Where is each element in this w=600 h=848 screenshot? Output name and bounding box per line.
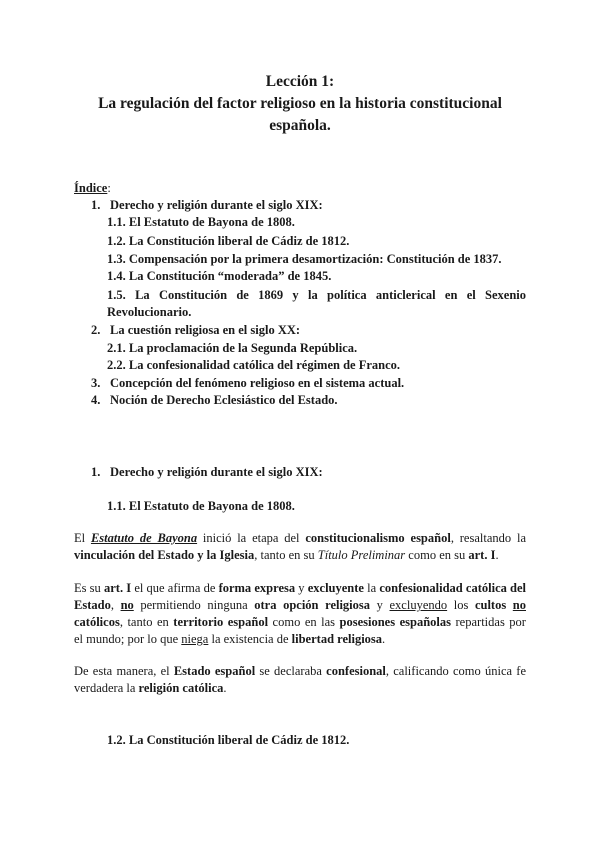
index-item-1-4: 1.4. La Constitución “moderada” de 1845. xyxy=(107,269,332,283)
index-colon: : xyxy=(107,181,111,195)
index-item-1-3: 1.3. Compensación por la primera desamortización: Constitución de 1837. xyxy=(107,252,502,266)
lesson-title-line2: española. xyxy=(269,117,331,134)
paragraph-3-line2: verdadera la religión católica. xyxy=(74,681,227,695)
index-item-1-num: 1. xyxy=(91,198,101,212)
index-item-3: Concepción del fenómeno religioso en el sistema actual. xyxy=(110,376,405,390)
paragraph-2-line2: Estado, no permitiendo ninguna otra opción religiosa y excluyendo los cultos no xyxy=(74,598,526,612)
index-item-2-2: 2.2. La confesionalidad católica del régimen de Franco. xyxy=(107,358,401,372)
index-item-1-1: 1.1. El Estatuto de Bayona de 1808. xyxy=(107,215,295,229)
section-1-heading: Derecho y religión durante el siglo XIX: xyxy=(110,465,323,479)
index-item-1-2: 1.2. La Constitución liberal de Cádiz de 1812. xyxy=(107,234,350,248)
paragraph-2-line1: Es su art. I el que afirma de forma expresa y excluyente la confesionalidad católica del xyxy=(74,581,527,595)
index-heading xyxy=(74,180,111,197)
section-1-1-heading: 1.1. El Estatuto de Bayona de 1808. xyxy=(107,499,295,513)
paragraph-1-line1: El Estatuto de Bayona inició la etapa del constitucionalismo español, resaltando la xyxy=(74,531,526,545)
index-item-1-5-line2: Revolucionario. xyxy=(107,305,192,319)
index-item-2-1: 2.1. La proclamación de la Segunda República. xyxy=(107,341,358,355)
index-item-1: Derecho y religión durante el siglo XIX: xyxy=(110,198,323,212)
index-item-4-num: 4. xyxy=(91,393,101,407)
index-item-3-num: 3. xyxy=(91,376,101,390)
index-label: Índice xyxy=(74,181,108,195)
section-1-2-heading: 1.2. La Constitución liberal de Cádiz de 1812. xyxy=(107,733,350,747)
lesson-label: Lección 1: xyxy=(265,73,335,90)
lesson-title-line1: La regulación del factor religioso en la historia constitucional xyxy=(98,95,502,112)
section-1-num: 1. xyxy=(91,465,101,479)
paragraph-2-line4: el mundo; por lo que niega la existencia de libertad religiosa. xyxy=(74,632,386,646)
index-item-1-5-line1: 1.5. La Constitución de 1869 y la política anticlerical en el Sexenio xyxy=(107,288,527,302)
paragraph-3-line1: De esta manera, el Estado español se declaraba confesional, calificando como única fe xyxy=(74,664,526,678)
index-item-2-num: 2. xyxy=(91,323,101,337)
paragraph-1-line2: vinculación del Estado y la Iglesia, tanto en su Título Preliminar como en su art. I. xyxy=(74,548,499,562)
index-item-4: Noción de Derecho Eclesiástico del Estado. xyxy=(110,393,338,407)
paragraph-2-line3: católicos, tanto en territorio español como en las posesiones españolas repartidas por xyxy=(74,615,526,629)
index-item-2: La cuestión religiosa en el siglo XX: xyxy=(110,323,301,337)
